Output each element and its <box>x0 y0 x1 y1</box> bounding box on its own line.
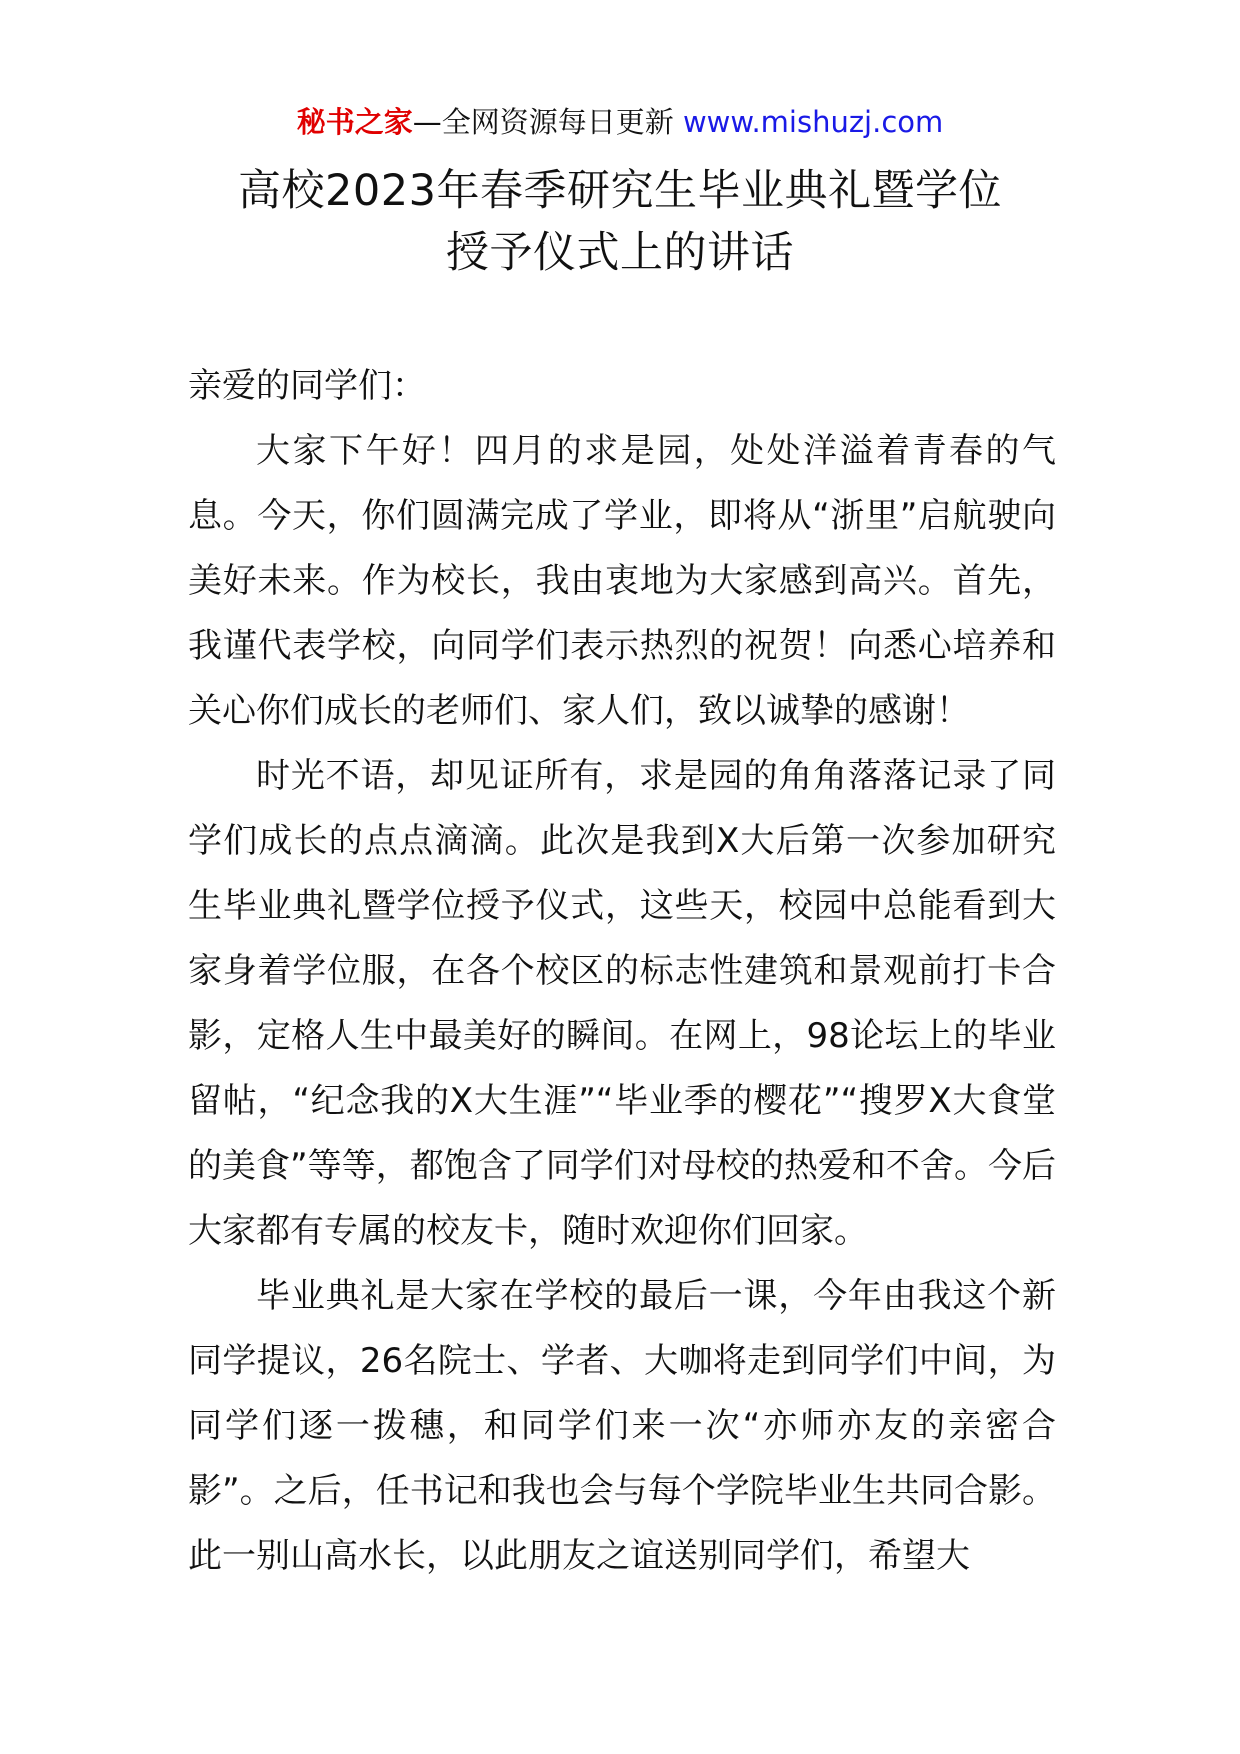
salutation: 亲爱的同学们： <box>188 366 426 406</box>
paragraph-2: 时光不语，却见证所有，求是园的角角落落记录了同学们成长的点点滴滴。此次是我到X大后第一次参加研究生毕业典礼暨学位授予仪式，这些天，校园中总能看到大家身着学位服，在各个校区的标志性建筑和景观前打卡合影，定格人生中最美好的瞬间。在网上，98论坛上的毕业留帖，“纪念我的X大生涯”“毕业季的樱花”“搜罗X大食堂的美食”等等，都饱含了同学们对母校的热爱和不舍。今后大家都有专属的校友卡，随时欢迎你们回家。 <box>188 756 1056 1251</box>
document-body <box>188 354 1056 1589</box>
site-url-link[interactable]: www.mishuzj.com <box>682 105 944 139</box>
site-header <box>0 100 1240 144</box>
title-line-2: 授予仪式上的讲话 <box>446 228 794 278</box>
title-line-1: 高校2023年春季研究生毕业典礼暨学位 <box>238 166 1002 216</box>
header-tagline: —全网资源每日更新 <box>412 105 674 139</box>
paragraph-3: 毕业典礼是大家在学校的最后一课，今年由我这个新同学提议，26名院士、学者、大咖将走到同学们中间，为同学们逐一拨穗，和同学们来一次“亦师亦友的亲密合影”。之后，任书记和我也会与每个学院毕业生共同合影。此一别山高水长，以此朋友之谊送别同学们，希望大 <box>188 1276 1056 1576</box>
brand-name: 秘书之家 <box>296 105 413 139</box>
document-title <box>0 160 1240 284</box>
paragraph-1: 大家下午好！四月的求是园，处处洋溢着青春的气息。今天，你们圆满完成了学业，即将从“浙里”启航驶向美好未来。作为校长，我由衷地为大家感到高兴。首先，我谨代表学校，向同学们表示热烈的祝贺！向悉心培养和关心你们成长的老师们、家人们，致以诚挚的感谢！ <box>188 431 1056 731</box>
